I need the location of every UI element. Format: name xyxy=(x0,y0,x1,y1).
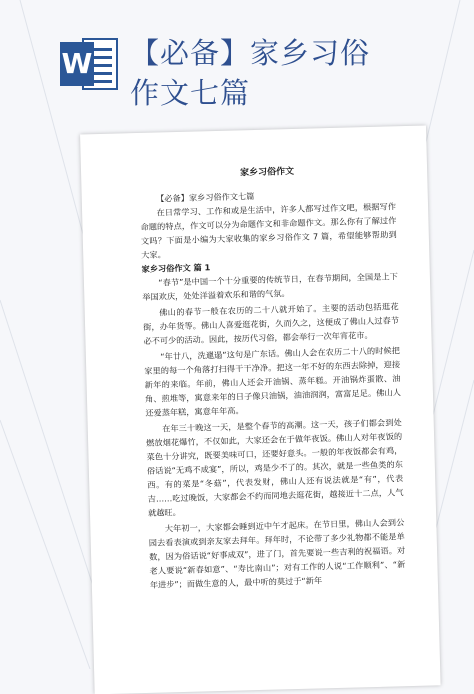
document-subtitle: 【必备】家乡习俗作文七篇 xyxy=(156,190,255,204)
paragraph: 佛山的春节一般在农历的二十八就开始了。主要的活动包括逛花街，办年货等。佛山人喜爱逛花街，久而久之，这便成了佛山人过春节必不可少的活动。因此，按历代习俗，都会举行一次年宵花市。 xyxy=(142,301,400,346)
word-logo-icon xyxy=(60,38,118,90)
paragraph: 大年初一，大家都会睡到近中午才起床。在节日里，佛山人会到公园去看表演或到亲友家去拜年。拜年时，不论带了多少礼物都不能是单数，因为俗话说“好事成双”，进了门，首先要说一些吉利的祝福语。对老人要说“新春如意”、“寿比南山”；对有工作的人说“工作顺利”、“新年进步”；而做生意的人，最中听的莫过于“新年 xyxy=(148,517,406,590)
section-heading: 家乡习俗作文 篇 1 xyxy=(141,262,211,274)
paragraph: 在年三十晚这一天，是整个春节的高潮。这一天，孩子们都会到处燃放烟花爆竹，不仅如此，大家还会在于做年夜饭。佛山人对年夜饭的菜色十分讲究，既要美味可口，还要好意头。一般的年夜饭都会有鸡，俗话说“无鸡不成宴”，所以，鸡是少不了的。其次，就是一些鱼类的东西。有的菜是“冬菇”，代表发财，佛山人还有说法就是“有”，代表吉……吃过晚饭，大家都会不约而同地去逛花街，越接近十二点，人气就越旺。 xyxy=(146,417,404,518)
document-body xyxy=(139,162,406,592)
page-title xyxy=(130,33,450,113)
page-title-line-1: 【必备】家乡习俗 xyxy=(130,36,371,70)
paragraph: “年廿八，洗邋遢”这句是广东话。佛山人会在农历二十八的时候把家里的每一个角落打扫得干干净净。把这一年不好的东西去除掉，迎接新年的来临。年前，佛山人还会开油锅、蒸年糕。开油锅炸蛋散、油角、煎堆等，寓意来年的日子像只油锅，油油润润，富富足足。佛山人还爱蒸年糕，寓意年年高。 xyxy=(144,345,402,418)
paragraph: “春节”是中国一个十分重要的传统节日，在春节期间，全国是上下举国欢庆，处处洋溢着欢乐和谐的气氛。 xyxy=(142,271,399,302)
word-badge: W xyxy=(60,42,94,86)
page-title-line-2: 作文七篇 xyxy=(130,76,251,110)
document-paper xyxy=(80,125,441,694)
intro-paragraph: 在日常学习、工作和或是生活中，许多人都写过作文吧，根据写作命题的特点，作文可以分为命题作文和非命题作文。那么你有了解过作文吗？下面是小编为大家收集的家乡习俗作文 7 篇，希望能够帮助到大家。 xyxy=(140,201,397,260)
document-title: 家乡习俗作文 xyxy=(239,166,295,179)
